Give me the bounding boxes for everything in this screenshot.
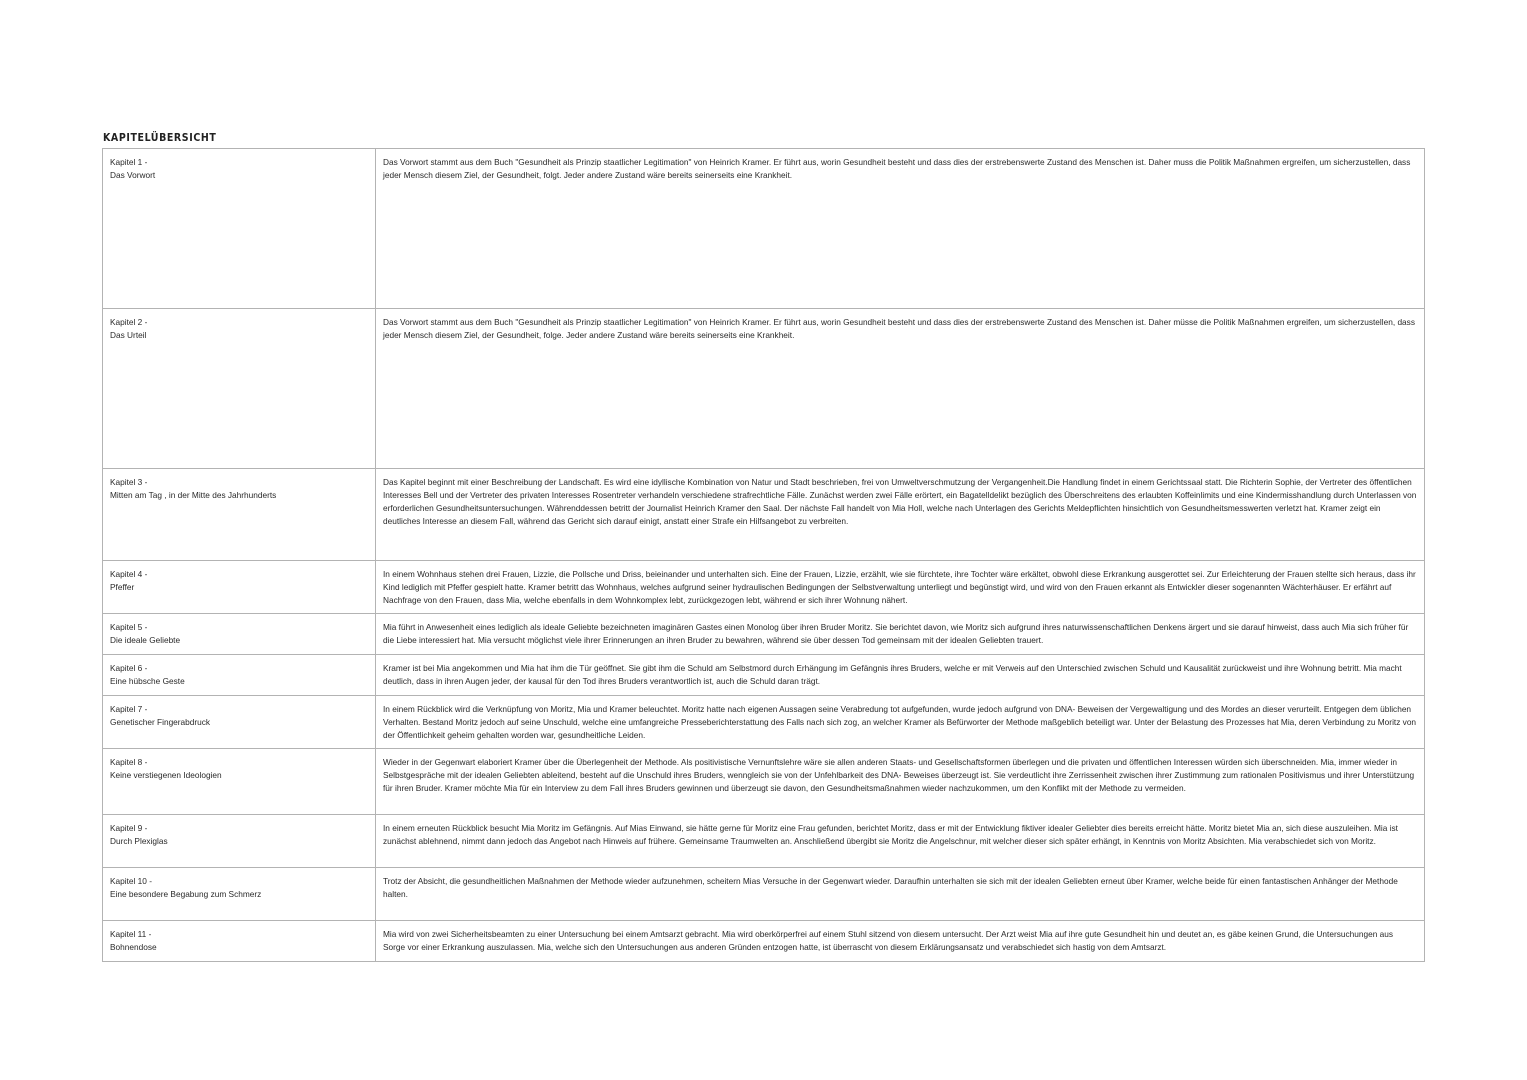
chapter-row-8 (103, 749, 1425, 815)
chapter-title-cell (103, 149, 376, 309)
chapter-title: Das Vorwort (110, 169, 156, 180)
chapter-summary: Das Kapitel beginnt mit einer Beschreibung der Landschaft. Es wird eine idyllische Kombination von Natur und Stadt beschrieben, frei von Umweltverschmutzung der Vergangenheit.Die Handlung findet in einem Gerichtssaal statt. Die Richterin Sophie, der Vertreter des öffentlichen Interesses Bell und der Vertreter des privaten Interesses Rosentreter verhandeln verschiedene strafrechtliche Fälle. Zunächst werden zwei Fälle erörtert, ein Bagatelldelikt bezüglich des Überschreitens des erlaubten Koffeinlimits und eine Kindermisshandlung durch Unterlassen von erforderlichen Gesundheitsuntersuchungen. Währenddessen betritt der Journalist Heinrich Kramer den Saal. Der nächste Fall handelt von Mia Holl, welche nach Unterlagen des Gerichts Meldepflichten hinsichtlich von Gesundheitsmesswerten verletzt hat. Kramer zeigt ein deutliches Interesse an diesem Fall, während das Gericht sich darauf einigt, anstatt einer Strafe ein Hilfsangebot zu verbreiten. (376, 469, 1425, 561)
chapter-number: Kapitel 10 - (110, 876, 152, 886)
chapter-title-cell (103, 921, 376, 962)
chapter-summary: Mia führt in Anwesenheit eines lediglich als ideale Geliebte bezeichneten imaginären Gastes einen Monolog über ihren Bruder Moritz. Sie berichtet davon, wie Moritz sich aufgrund ihres naturwissenschaftlichen Denkens ärgert und sie darauf hinweist, dass auch Mia sich früher für die Liebe interessiert hat. Mia versucht möglichst viele ihrer Erinnerungen an ihren Bruder zu bewahren, während sie über dessen Tod gemeinsam mit der idealen Geliebten trauert. (376, 614, 1425, 655)
chapter-number: Kapitel 5 - (110, 622, 148, 632)
chapter-number: Kapitel 4 - (110, 569, 148, 579)
chapter-title: Mitten am Tag , in der Mitte des Jahrhunderts (110, 489, 277, 500)
chapter-row-4 (103, 561, 1425, 614)
chapter-number: Kapitel 2 - (110, 317, 148, 327)
chapter-summary: Mia wird von zwei Sicherheitsbeamten zu einer Untersuchung bei einem Amtsarzt gebracht. Mia wird oberkörperfrei auf einem Stuhl sitzend von diesem untersucht. Der Arzt weist Mia auf ihre gute Gesundheit hin und deutet an, es gäbe keinen Grund, die Untersuchungen aus Sorge vor einer Erkrankung auszulassen. Mia, welche sich den Untersuchungen aus anderen Gründen entzogen hatte, ist überrascht von diesem Erklärungsansatz und verabschiedet sich hastig von dem Amtsarzt. (376, 921, 1425, 962)
chapter-summary: In einem Rückblick wird die Verknüpfung von Moritz, Mia und Kramer beleuchtet. Moritz hatte nach eigenen Aussagen seine Verabredung tot aufgefunden, wurde jedoch aufgrund von DNA- Beweisen der Vergewaltigung und des Mordes an dieser verurteilt. Entgegen dem üblichen Verhalten. Bestand Moritz jedoch auf seine Unschuld, welche eine umfangreiche Presseberichterstattung des Falls nach sich zog, an welcher Kramer als Befürworter der Methode maßgeblich beteiligt war. Unter der Belastung des Prozesses hat Mia, deren Verbindung zu Moritz von der Öffentlichkeit geheim gehalten worden war, gesundheitliche Leiden. (376, 696, 1425, 749)
chapter-overview-table (102, 148, 1425, 962)
chapter-title: Das Urteil (110, 329, 147, 340)
chapter-summary: Das Vorwort stammt aus dem Buch "Gesundheit als Prinzip staatlicher Legitimation" von Heinrich Kramer. Er führt aus, worin Gesundheit besteht und dass dies der erstrebenswerte Zustand des Menschen ist. Daher muss die Politik Maßnahmen ergreifen, um sicherzustellen, dass jeder Mensch diesem Ziel, der Gesundheit, folgt. Jeder andere Zustand wäre bereits seinerseits eine Krankheit. (376, 149, 1425, 309)
chapter-title-cell (103, 614, 376, 655)
chapter-row-1 (103, 149, 1425, 309)
chapter-row-5 (103, 614, 1425, 655)
chapter-summary: In einem Wohnhaus stehen drei Frauen, Lizzie, die Pollsche und Driss, beieinander und unterhalten sich. Eine der Frauen, Lizzie, erzählt, wie sie fürchtete, ihre Tochter wäre erkältet, obwohl diese Erkrankung ausgerottet sei. Zur Erleichterung der Frauen stellte sich heraus, dass ihr Kind lediglich mit Pfeffer gespielt hatte. Kramer betritt das Wohnhaus, welches aufgrund seiner hydraulischen Bedingungen der Selbstverwaltung unterliegt und begünstigt wird, und wird von den Frauen erkannt als Entwickler dieser sogenannten Wächterhäuser. Er erfährt auf Nachfrage von den Frauen, dass Mia, welche ebenfalls in dem Wohnkomplex lebt, zurückgezogen lebt, während er sich ihrer Wohnung nähert. (376, 561, 1425, 614)
chapter-title-cell (103, 561, 376, 614)
chapter-number: Kapitel 3 - (110, 477, 148, 487)
chapter-title: Eine hübsche Geste (110, 675, 185, 686)
chapter-title-cell (103, 749, 376, 815)
chapter-title: Pfeffer (110, 581, 135, 592)
chapter-title: Die ideale Geliebte (110, 634, 181, 645)
chapter-title-cell (103, 815, 376, 868)
chapter-summary: Das Vorwort stammt aus dem Buch "Gesundheit als Prinzip staatlicher Legitimation" von Heinrich Kramer. Er führt aus, worin Gesundheit besteht und dass dies der erstrebenswerte Zustand des Menschen ist. Daher müsse die Politik Maßnahmen ergreifen, um sicherzustellen, dass jeder Mensch diesem Ziel, der Gesundheit, folge. Jeder andere Zustand wäre bereits seinerseits eine Krankheit. (376, 309, 1425, 469)
chapter-number: Kapitel 9 - (110, 823, 148, 833)
chapter-title-cell (103, 655, 376, 696)
chapter-summary: Wieder in der Gegenwart elaboriert Kramer über die Überlegenheit der Methode. Als positivistische Vernunftslehre wäre sie allen anderen Staats- und Gesellschaftsformen überlegen und die privaten und öffentlichen Interessen würden sich überschneiden. Mia, immer wieder in Selbstgespräche mit der idealen Geliebten ableitend, besteht auf die Unschuld ihres Bruders, wenngleich sie von der Unfehlbarkeit des DNA- Beweises überzeugt ist. Sie verdeutlicht ihre Zerrissenheit zwischen ihrer Zustimmung zum rationalen Positivismus und ihrer Unterstützung für ihren Bruder. Kramer möchte Mia für ein Interview zu dem Fall ihres Bruders gewinnen und überzeugt sie davon, den Gesundheitsmaßnahmen wieder nachzukommen, um den Konflikt mit der Methode zu vermeiden. (376, 749, 1425, 815)
chapter-row-6 (103, 655, 1425, 696)
page-heading: KAPITELÜBERSICHT (103, 132, 217, 144)
chapter-row-3 (103, 469, 1425, 561)
chapter-number: Kapitel 6 - (110, 663, 148, 673)
chapter-title-cell (103, 696, 376, 749)
chapter-title-cell (103, 469, 376, 561)
chapter-number: Kapitel 8 - (110, 757, 148, 767)
chapter-number: Kapitel 7 - (110, 704, 148, 714)
chapter-row-2 (103, 309, 1425, 469)
chapter-row-7 (103, 696, 1425, 749)
chapter-title-cell (103, 868, 376, 921)
chapter-title: Genetischer Fingerabdruck (110, 716, 211, 727)
chapter-title: Durch Plexiglas (110, 835, 168, 846)
chapter-number: Kapitel 1 - (110, 157, 148, 167)
chapter-title: Bohnendose (110, 941, 157, 952)
chapter-summary: In einem erneuten Rückblick besucht Mia Moritz im Gefängnis. Auf Mias Einwand, sie hätte gerne für Moritz eine Frau gefunden, berichtet Moritz, dass er mit der Entwicklung fiktiver idealer Geliebter dies bereits erreicht hätte. Moritz bietet Mia an, sich diese auszuleihen. Mia ist zunächst ablehnend, nimmt dann jedoch das Angebot nach Hinweis auf frühere. Gemeinsame Traumwelten an. Anschließend übergibt sie Moritz die Angelschnur, mit welcher dieser sich später erhängt, in Kenntnis von Moritz Absichten. Mia verabschiedet sich von Moritz. (376, 815, 1425, 868)
chapter-summary: Kramer ist bei Mia angekommen und Mia hat ihm die Tür geöffnet. Sie gibt ihm die Schuld am Selbstmord durch Erhängung im Gefängnis ihres Bruders, welche er mit Verweis auf den Unterschied zwischen Schuld und Kausalität zurückweist und ihre Wohnung betritt. Mia macht deutlich, dass in ihren Augen jeder, der kausal für den Tod ihres Bruders verantwortlich ist, auch die Schuld daran trägt. (376, 655, 1425, 696)
chapter-number: Kapitel 11 - (110, 929, 152, 939)
chapter-title: Keine verstiegenen Ideologien (110, 769, 222, 780)
chapter-row-9 (103, 815, 1425, 868)
chapter-summary: Trotz der Absicht, die gesundheitlichen Maßnahmen der Methode wieder aufzunehmen, scheitern Mias Versuche in der Gegenwart wieder. Daraufhin unterhalten sie sich mit der idealen Geliebten erneut über Kramer, welche beide für einen fantastischen Anhänger der Methode halten. (376, 868, 1425, 921)
chapter-title-cell (103, 309, 376, 469)
chapter-row-11 (103, 921, 1425, 962)
chapter-title: Eine besondere Begabung zum Schmerz (110, 888, 262, 899)
chapter-row-10 (103, 868, 1425, 921)
